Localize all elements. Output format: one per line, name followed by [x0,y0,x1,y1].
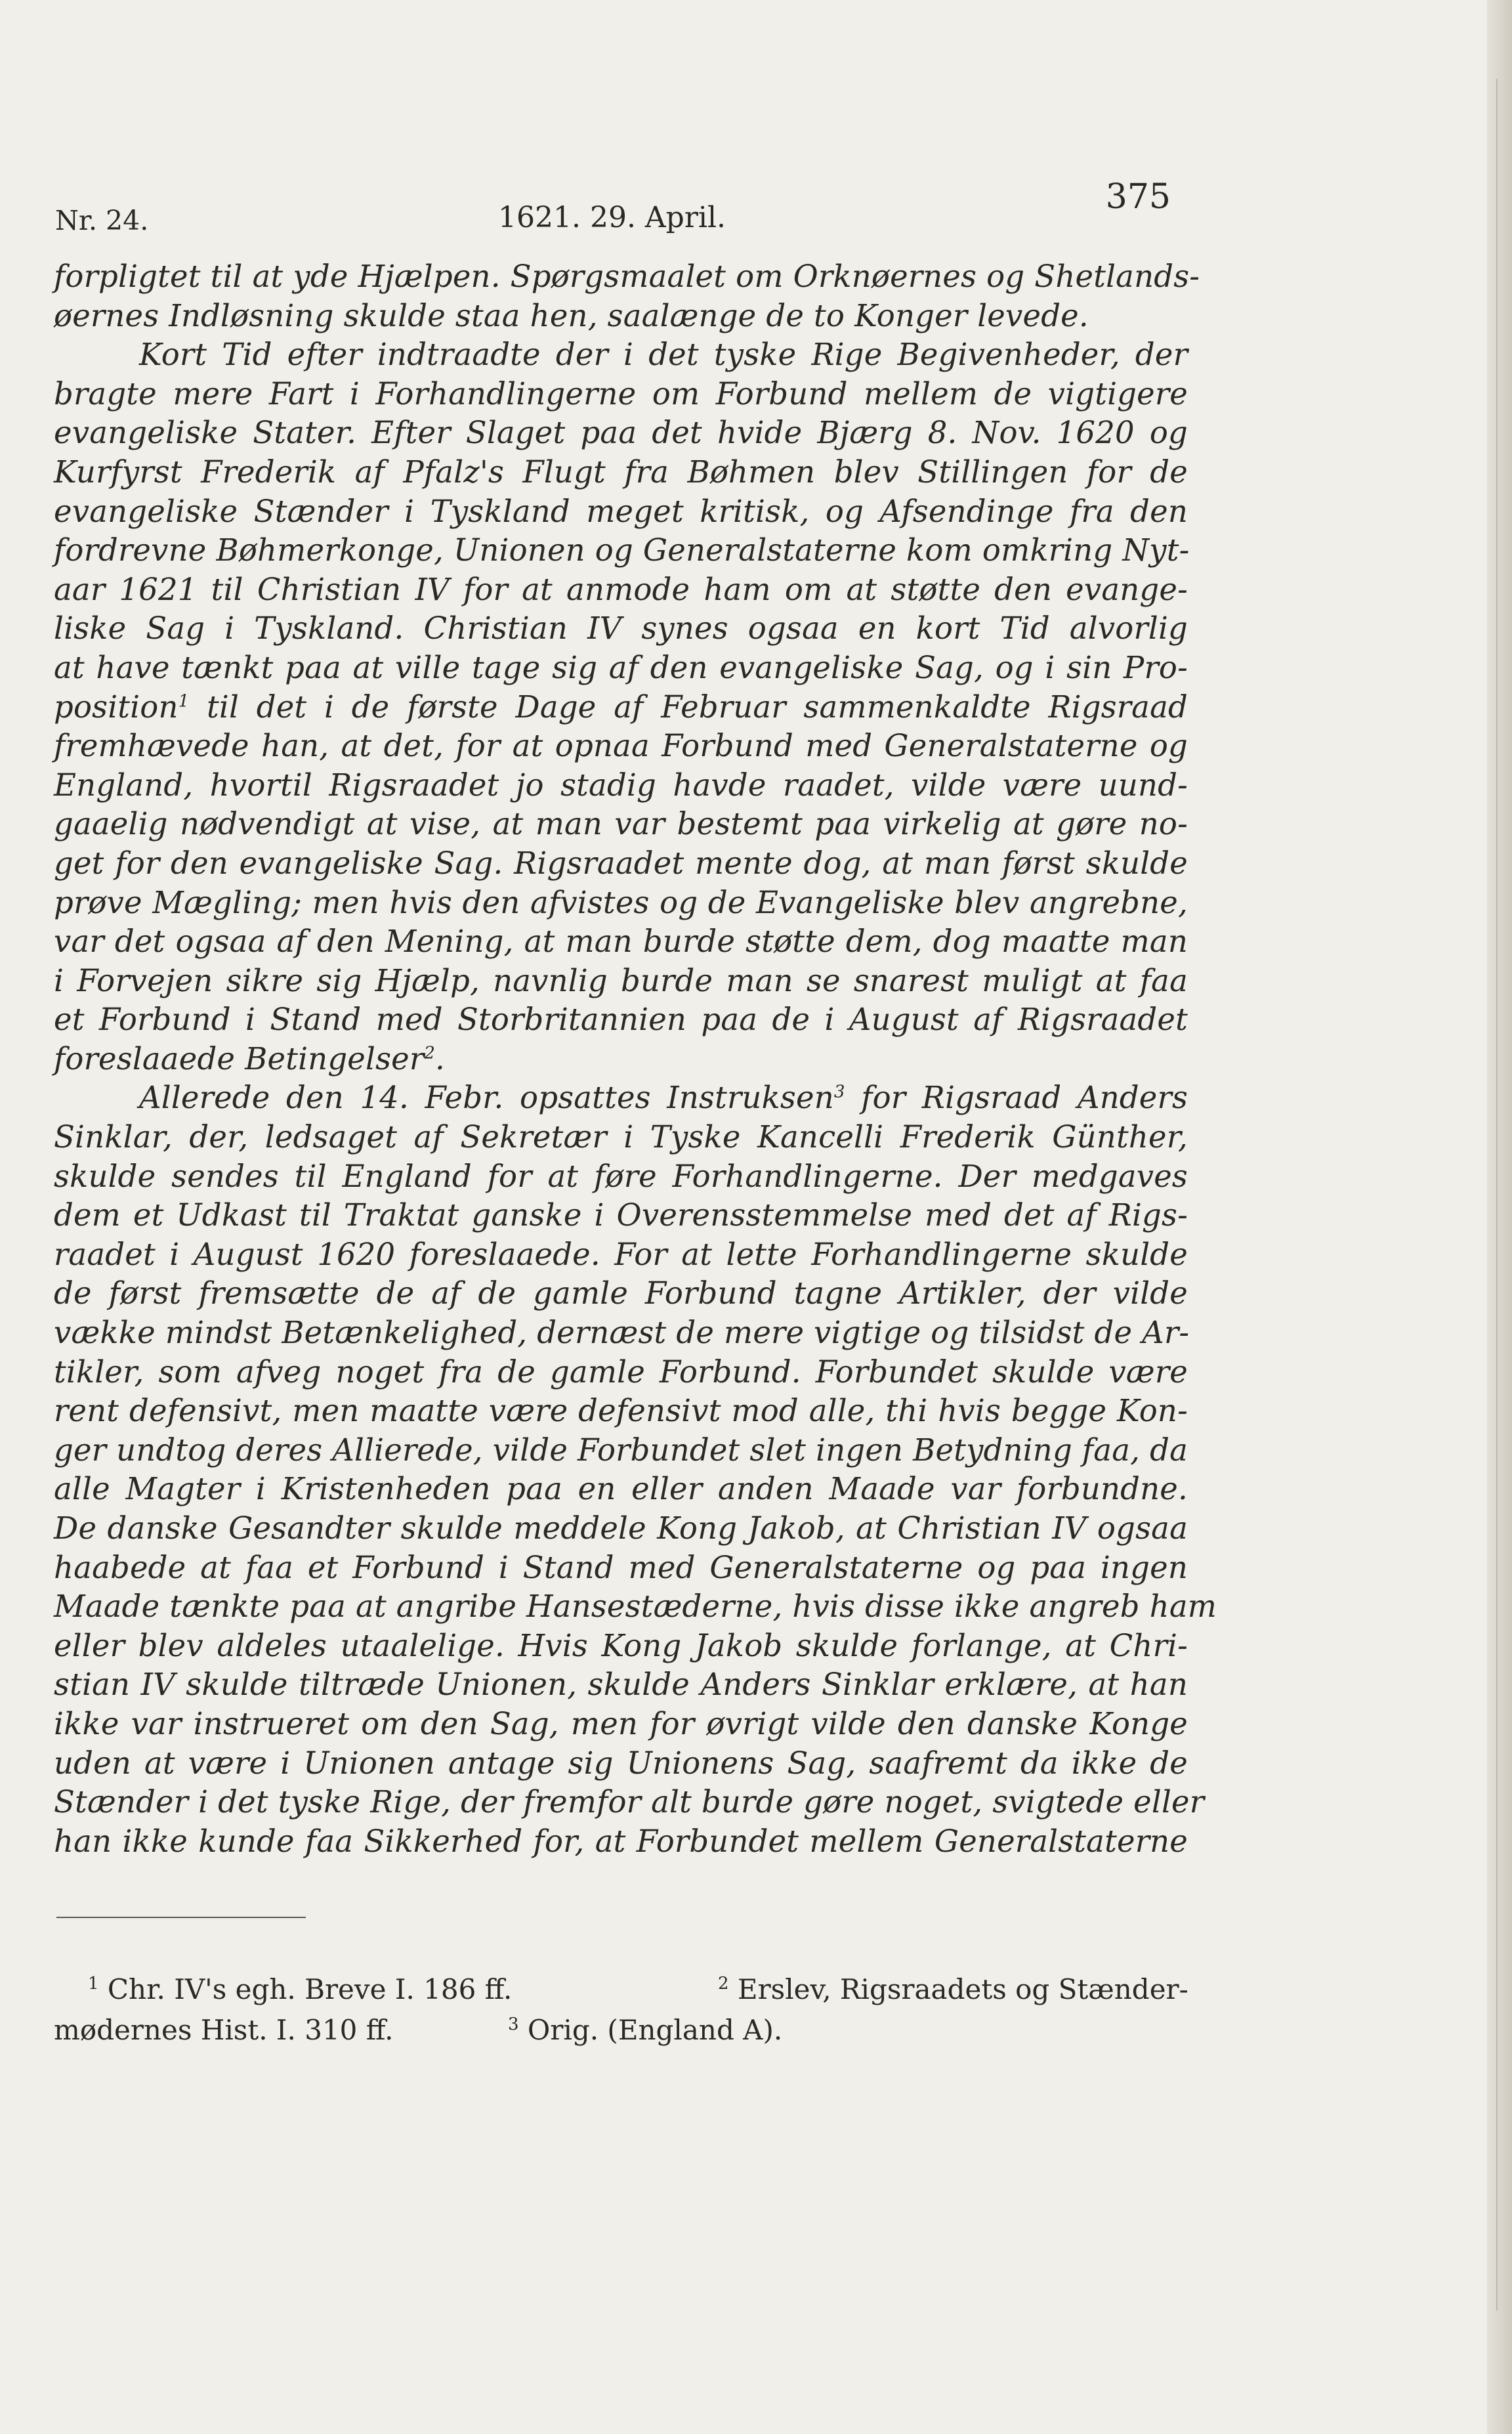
footnotes [54,1969,1190,2051]
footnote-line [54,2010,1190,2051]
footnote-mark-1: 1 [178,691,190,712]
text-line: rent defensivt, men maatte være defensivt mod alle, thi hvis begge Kon- [54,1393,1188,1429]
text-line: dem et Udkast til Traktat ganske i Overensstemmelse med det af Rigs- [54,1197,1188,1233]
footnote-2-mark: 2 [718,1974,729,1994]
text-line: han ikke kunde faa Sikkerhed for, at Forbundet mellem Generalstaterne [54,1823,1188,1859]
text-line: evangeliske Stænder i Tyskland meget kritisk, og Afsendinge fra den [54,493,1188,529]
text-line: et Forbund i Stand med Storbritannien paa de i August af Rigsraadet [54,1002,1188,1038]
text-line: bragte mere Fart i Forhandlingerne om Forbund mellem de vigtigere [54,375,1188,412]
text-line: haabede at faa et Forbund i Stand med Generalstaterne og paa ingen [54,1549,1188,1585]
page-edge-shadow [1487,0,1512,2434]
running-header [55,177,1184,236]
footnote-3-mark: 3 [508,2015,519,2034]
text-line: aar 1621 til Christian IV for at anmode ham om at støtte den evange- [54,571,1188,607]
footnote-3-text: Orig. (England A). [527,2014,783,2046]
text-line: tikler, som afveg noget fra de gamle Forbund. Forbundet skulde være [54,1354,1188,1390]
text-line: Sinklar, der, ledsaget af Sekretær i Tyske Kancelli Frederik Günther, [54,1119,1188,1155]
footnote-2-text: Erslev, Rigsraadets og Stænder- [737,1973,1188,2005]
text-line: i Forvejen sikre sig Hjælp, navnlig burde man se snarest muligt at faa [54,962,1188,998]
text-line: De danske Gesandter skulde meddele Kong Jakob, at Christian IV ogsaa [54,1510,1188,1546]
footnote-2-continuation: mødernes Hist. I. 310 ff. [54,2014,394,2046]
text-line: prøve Mægling; men hvis den afvistes og de Evangeliske blev angrebne, [54,884,1188,920]
footnote-3 [508,2010,782,2051]
footnote-2 [718,1969,1188,2010]
text-line: øernes Indløsning skulde staa hen, saalænge de to Konger levede. [54,297,1089,333]
text-line: alle Magter i Kristenheden paa en eller anden Maade var forbundne. [54,1471,1188,1507]
text-line: skulde sendes til England for at føre Forhandlingerne. Der medgaves [54,1158,1188,1194]
text-segment: position [54,689,178,725]
footnote-mark-3: 3 [833,1082,845,1102]
text-line: de først fremsætte de af de gamle Forbund tagne Artikler, der vilde [54,1275,1188,1312]
text-line: stian IV skulde tiltræde Unionen, skulde Anders Sinklar erklære, at han [54,1667,1188,1703]
text-line [54,1040,1188,1079]
footnote-mark-2: 2 [424,1043,436,1063]
text-line: get for den evangeliske Sag. Rigsraadet mente dog, at man først skulde [54,845,1188,881]
page-edge-line [1496,79,1498,2311]
text-line [54,688,1188,727]
footnote-1-mark: 1 [88,1974,99,1994]
footnote-1-text: Chr. IV's egh. Breve I. 186 ff. [107,1973,513,2005]
text-line: ikke var instrueret om den Sag, men for øvrigt vilde den danske Konge [54,1705,1188,1741]
text-line: liske Sag i Tyskland. Christian IV synes ogsaa en kort Tid alvorlig [54,610,1188,647]
text-line: vække mindst Betænkelighed, dernæst de mere vigtige og tilsidst de Ar- [54,1315,1190,1351]
footnote-line [88,1969,1190,2010]
page-number: 375 [1105,177,1171,217]
text-line: gaaelig nødvendigt at vise, at man var bestemt paa virkelig at gøre no- [54,806,1188,842]
document-number: Nr. 24. [55,205,149,236]
text-line: eller blev aldeles utaalelige. Hvis Kong Jakob skulde forlange, at Chri- [54,1627,1188,1663]
text-segment: foreslaaede Betingelser [54,1040,425,1077]
text-line: Kort Tid efter indtraadte der i det tyske Rige Begivenheder, der [139,337,1188,373]
text-line: var det ogsaa af den Mening, at man burde støtte dem, dog maatte man [54,924,1188,960]
text-line [54,1078,1188,1118]
text-segment: . [435,1040,446,1077]
text-line: Stænder i det tyske Rige, der fremfor alt burde gøre noget, svigtede eller [54,1784,1205,1820]
text-line: ger undtog deres Allierede, vilde Forbundet slet ingen Betydning faa, da [54,1432,1188,1468]
footnote-1 [88,1969,512,2010]
document-date: 1621. 29. April. [498,201,726,234]
body-text [54,257,1217,1861]
text-line: forpligtet til at yde Hjælpen. Spørgsmaalet om Orknøernes og Shetlands- [54,259,1200,294]
text-line: uden at være i Unionen antage sig Unionens Sag, saafremt da ikke de [54,1745,1188,1781]
text-line: Kurfyrst Frederik af Pfalz's Flugt fra Bøhmen blev Stillingen for de [54,454,1188,490]
footnote-divider [56,1917,306,1918]
text-line: England, hvortil Rigsraadet jo stadig havde raadet, vilde være uund- [54,767,1188,803]
text-line: Maade tænkte paa at angribe Hansestæderne, hvis disse ikke angreb ham [54,1589,1217,1625]
text-line: raadet i August 1620 foreslaaede. For at lette Forhandlingerne skulde [54,1236,1188,1272]
text-segment: Allerede den 14. Febr. opsattes Instruksen [139,1080,834,1116]
text-line: fremhævede han, at det, for at opnaa Forbund med Generalstaterne og [54,728,1188,764]
text-segment: til det i de første Dage af Februar sammenkaldte Rigsraad [207,689,1188,725]
text-line: at have tænkt paa at ville tage sig af den evangeliske Sag, og i sin Pro- [54,649,1188,685]
text-segment: for Rigsraad Anders [861,1080,1188,1116]
text-line: fordrevne Bøhmerkonge, Unionen og Generalstaterne kom omkring Nyt- [54,532,1190,568]
text-line: evangeliske Stater. Efter Slaget paa det hvide Bjærg 8. Nov. 1620 og [54,415,1188,451]
